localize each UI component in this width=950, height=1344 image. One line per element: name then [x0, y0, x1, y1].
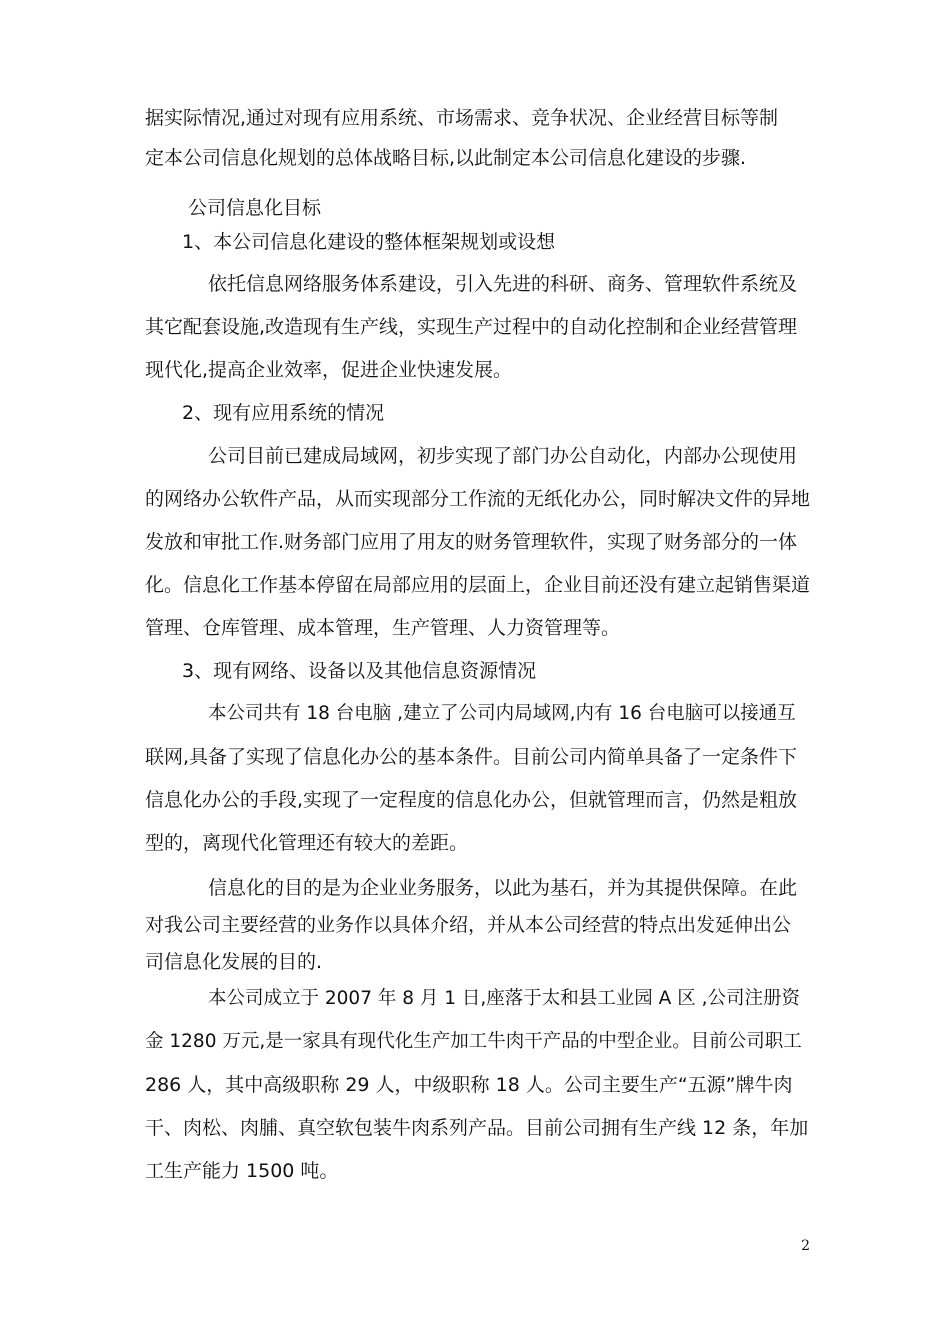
intro-line-1: 据实际情况,通过对现有应用系统、市场需求、竞争状况、企业经营目标等制 — [145, 107, 779, 129]
section1-heading: 1、本公司信息化建设的整体框架规划或设想 — [182, 231, 556, 253]
company-line-2: 金 1280 万元,是一家具有现代化生产加工牛肉干产品的中型企业。目前公司职工 — [145, 1031, 802, 1052]
section2-heading: 2、现有应用系统的情况 — [182, 402, 385, 424]
section1-line-3: 现代化,提高企业效率，促进企业快速发展。 — [145, 359, 513, 381]
section3-line-1: 本公司共有 18 台电脑 ,建立了公司内局域网,内有 16 台电脑可以接通互 — [208, 703, 796, 724]
page-number: 2 — [801, 1238, 810, 1254]
intro-line-2: 定本公司信息化规划的总体战略目标,以此制定本公司信息化建设的步骤. — [145, 147, 747, 169]
section2-line-5: 管理、仓库管理、成本管理，生产管理、人力资管理等。 — [145, 617, 621, 639]
section1-line-1: 依托信息网络服务体系建设，引入先进的科研、商务、管理软件系统及 — [208, 273, 798, 295]
section2-line-1: 公司目前已建成局域网，初步实现了部门办公自动化，内部办公现使用 — [208, 445, 798, 467]
company-line-1: 本公司成立于 2007 年 8 月 1 日,座落于太和县工业园 A 区 ,公司注册资 — [208, 988, 800, 1009]
goal-heading: 公司信息化目标 — [188, 197, 322, 219]
purpose-line-2: 对我公司主要经营的业务作以具体介绍，并从本公司经营的特点出发延伸出公 — [145, 914, 792, 936]
company-line-3: 286 人，其中高级职称 29 人，中级职称 18 人。公司主要生产“五源”牌牛肉 — [145, 1074, 793, 1096]
section2-line-3: 发放和审批工作.财务部门应用了用友的财务管理软件，实现了财务部分的一体 — [145, 531, 798, 553]
section3-line-4: 型的，离现代化管理还有较大的差距。 — [145, 832, 469, 854]
company-line-4: 干、肉松、肉脯、真空软包装牛肉系列产品。目前公司拥有生产线 12 条，年加 — [145, 1117, 809, 1139]
section3-heading: 3、现有网络、设备以及其他信息资源情况 — [182, 660, 537, 682]
section2-line-2: 的网络办公软件产品，从而实现部分工作流的无纸化办公，同时解决文件的异地 — [145, 488, 811, 510]
section1-line-2: 其它配套设施,改造现有生产线，实现生产过程中的自动化控制和企业经营管理 — [145, 316, 798, 338]
company-line-5: 工生产能力 1500 吨。 — [145, 1160, 339, 1182]
section3-line-3: 信息化办公的手段,实现了一定程度的信息化办公，但就管理而言，仍然是粗放 — [145, 789, 798, 811]
purpose-line-1: 信息化的目的是为企业业务服务，以此为基石，并为其提供保障。在此 — [208, 877, 798, 899]
section3-line-2: 联网,具备了实现了信息化办公的基本条件。目前公司内简单具备了一定条件下 — [145, 746, 798, 768]
section2-line-4: 化。信息化工作基本停留在局部应用的层面上，企业目前还没有建立起销售渠道 — [145, 574, 811, 596]
purpose-line-3: 司信息化发展的目的. — [145, 951, 323, 973]
